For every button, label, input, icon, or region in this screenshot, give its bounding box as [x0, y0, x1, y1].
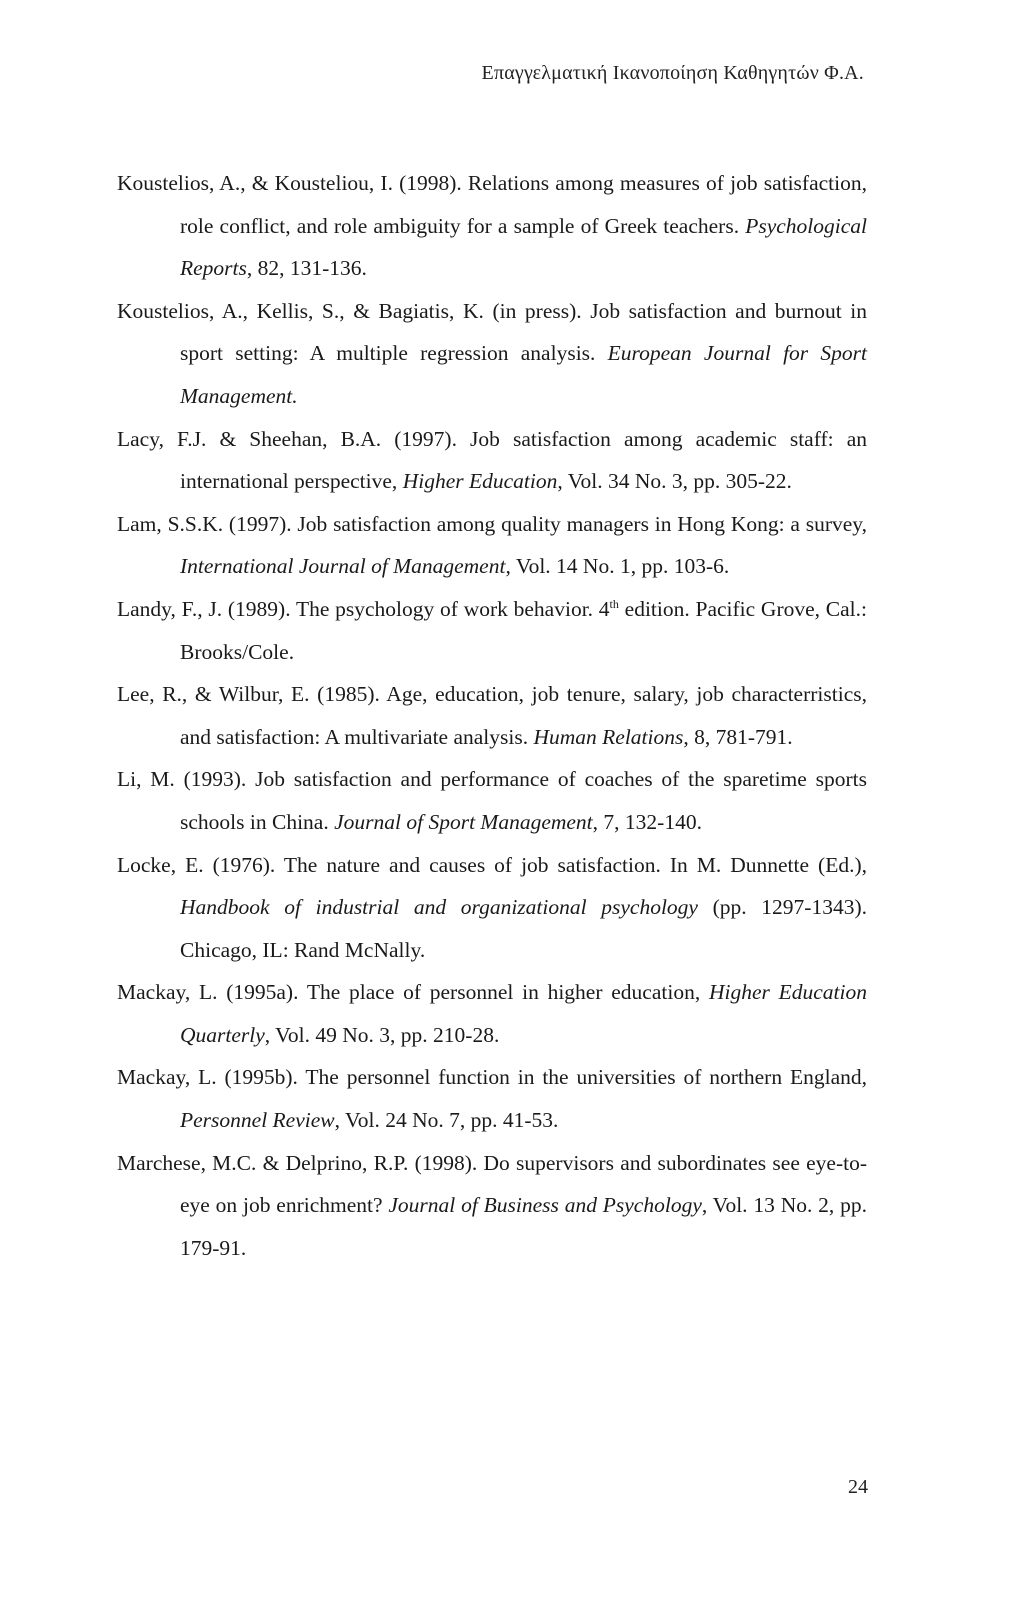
reference-entry [117, 588, 867, 673]
reference-text: Lee, R., & Wilbur, E. (1985). Age, education, job tenure, salary, job characterristics, and satisfaction: A multivariate analysis. [117, 682, 867, 749]
reference-source: Handbook of industrial and organizational psychology [180, 895, 698, 920]
reference-source: Higher Education [402, 469, 558, 494]
reference-source: Higher Education Quarterly [180, 980, 867, 1047]
reference-details: , Vol. 14 No. 1, pp. 103-6. [505, 554, 730, 579]
reference-details: , Vol. 13 No. 2, pp. 179-91. [180, 1193, 867, 1260]
reference-details-cont: edition. Pacific Grove, Cal.: Brooks/Cole. [180, 596, 867, 664]
running-header: Επαγγελματική Ικανοποίηση Καθηγητών Φ.Α. [481, 62, 864, 84]
reference-superscript: th [609, 596, 619, 611]
reference-text: Locke, E. (1976). The nature and causes of job satisfaction. In M. Dunnette (Ed.), [117, 852, 867, 877]
reference-text: Landy, F., J. (1989). The psychology of work behavior. 4 [117, 596, 610, 621]
reference-entry [117, 1142, 867, 1270]
reference-details: , Vol. 24 No. 7, pp. 41-53. [334, 1108, 559, 1133]
reference-source: International Journal of Management [180, 554, 506, 579]
reference-source: Human Relations [533, 724, 684, 749]
reference-entry [117, 418, 867, 503]
reference-text: Koustelios, A., & Kousteliou, I. (1998). Relations among measures of job satisfaction, role conflict, and role ambiguity for a sample of Greek teachers. [117, 171, 867, 238]
reference-text: Marchese, M.C. & Delprino, R.P. (1998). Do supervisors and subordinates see eye-to-eye on job enrichment? [117, 1150, 867, 1218]
reference-details: , 82, 131-136. [246, 256, 367, 281]
reference-list [117, 162, 867, 1269]
reference-source: European Journal for Sport Management. [180, 341, 868, 408]
reference-text: Lam, S.S.K. (1997). Job satisfaction among quality managers in Hong Kong: a survey, [117, 511, 867, 536]
reference-text: Lacy, F.J. & Sheehan, B.A. (1997). Job satisfaction among academic staff: an international perspective, [117, 426, 867, 494]
reference-text: Mackay, L. (1995b). The personnel function in the universities of northern England, [117, 1065, 867, 1090]
reference-entry [117, 844, 867, 972]
reference-details: (pp. 1297-1343). Chicago, IL: Rand McNally. [180, 895, 867, 962]
reference-entry [117, 673, 867, 758]
reference-text: Li, M. (1993). Job satisfaction and performance of coaches of the sparetime sports schools in China. [117, 767, 867, 834]
reference-source: Psychological Reports [180, 213, 867, 281]
reference-text: Mackay, L. (1995a). The place of personnel in higher education, [117, 980, 709, 1005]
reference-source: Personnel Review [180, 1108, 335, 1133]
reference-entry [117, 1056, 867, 1141]
page-number: 24 [848, 1476, 868, 1498]
reference-entry [117, 758, 867, 843]
reference-source: Journal of Sport Management [334, 809, 593, 834]
reference-entry [117, 971, 867, 1056]
reference-details: , Vol. 34 No. 3, pp. 305-22. [557, 469, 792, 494]
reference-entry [117, 162, 867, 290]
reference-details: , 7, 132-140. [592, 809, 702, 834]
reference-source: Journal of Business and Psychology [388, 1193, 702, 1218]
reference-text: Koustelios, A., Kellis, S., & Bagiatis, K. (in press). Job satisfaction and burnout in sport setting: A multiple regression analysis. [117, 298, 867, 366]
reference-details: , Vol. 49 No. 3, pp. 210-28. [264, 1022, 500, 1047]
reference-details: , 8, 781-791. [683, 724, 793, 749]
reference-entry [117, 503, 867, 588]
reference-entry [117, 290, 867, 418]
